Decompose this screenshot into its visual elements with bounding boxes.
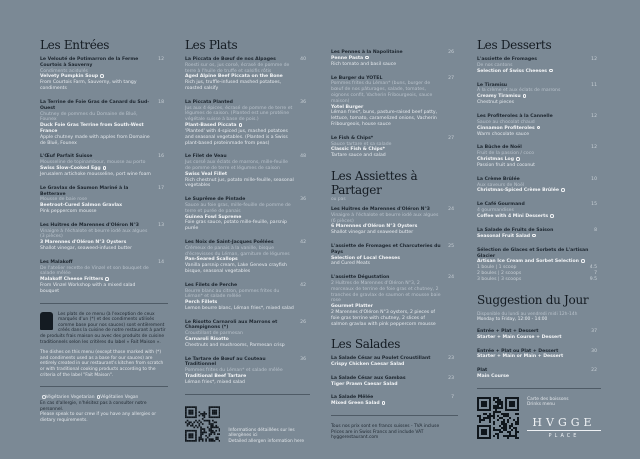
price: 24 [448,275,454,281]
hours-line: Monday to Friday, 12:00 - 14:00 [477,317,548,323]
section-heading: Les Desserts [477,38,552,52]
dish-description-fr: Pommes frites du Léman* et salade mêlée [185,368,283,374]
dish-description-en: Passion fruit and coconut [477,162,535,168]
price: 23 [448,375,454,381]
dish-name-en-text: Selection of Swiss Cheeses [477,68,548,74]
dish-name-en [477,69,585,75]
menu-item [40,100,168,146]
dish-description-fr: Roesti sur os, jus corsé, écrasé de pomme de terre à l'huile de truffe et salsifis rôtis [185,62,290,74]
dish-name-fr-text: Le Risotto Carnaroli aux Marrons et Champignons (*) [185,319,278,331]
dish-name-fr-text: Le Velouté de Potimarron de la Ferme Courtois à Sauverny [40,57,139,68]
dish-description-fr: De nos cantons [477,62,513,68]
price: 13 [158,222,164,228]
allergy-note-fr: En cas d'allergie, n'hésitez pas à consulter notre personnel. [40,401,147,412]
dish-name-fr-text: Sélection de Glaces et Sorbets de L'artisan Glacier [477,247,589,259]
price: 36 [300,99,306,105]
vegetarian-icon [103,166,107,170]
dish-description-fr: Sauce tartare et sa salade [331,141,392,147]
price: 40 [300,57,306,62]
dish-name-en-text: Guinea Fowl Supreme [185,214,242,220]
section-heading: Suggestion du Jour [477,292,589,307]
dish-description-en: Lemon beurre blanc, Léman fries*, mixed salad [185,305,294,311]
logo-wordmark: HVGGE [527,416,601,431]
menu-item [185,283,310,312]
price: 37 [591,328,597,334]
dish-description-fr: Beurre blanc au citron, pommes frites du Léman* et salade mêlée [185,288,280,300]
dish-name-en-text: Starter + Main Course + Dessert [477,334,562,340]
dish-name-fr-text: La Bûche de Noël [477,145,522,151]
dish-name-fr-text: Les Filets de Perche [185,282,238,288]
fait-maison-note [40,312,168,379]
price: 25 [448,243,454,249]
dish-name-en-text: Main Course [477,373,510,379]
dish-name-fr-text: Entrée + Plat ou Plat + Dessert [477,348,559,354]
hvgge-logo [527,416,601,439]
dish-name-en-text: Seasonal Fruit Salad [477,233,531,239]
vegan-icon [100,74,104,78]
menu-item [331,50,458,68]
dish-description-fr: Crémeux de panais à la vanille, bisque d'écrevisses du Léman, garniture de légumes [185,245,290,257]
fait-maison-logo [40,312,53,330]
menu-item [331,395,458,407]
dish-name-en-text: Traditional Beef Tartare [185,374,247,380]
price: 30 [591,348,597,354]
menu-item [477,248,601,283]
menu-item [185,197,310,232]
scoop-label: 2 boules | 2 scoops [477,271,522,277]
price: 22 [591,368,597,374]
dish-name-en-text: Aged Alpine Beef Piccata on the Bone [185,74,283,80]
price: 27 [448,75,454,81]
dish-name-en-text: Perch Fillets [185,300,218,306]
drinks-qr [477,397,601,439]
column-plats [185,36,310,445]
menu-item [331,76,458,128]
dish-name-en-text: Malakoff Cheese Fritters [40,277,104,283]
price-footer-line: hyggerestaurant.com [331,435,379,441]
menu-item [477,145,601,168]
price: 12 [591,113,597,119]
drinks-block [527,397,601,439]
dish-name-en-text: 6 Marennes d'Oléron N°3 Oysters [331,224,418,230]
dish-name-fr-text: La Crème Brûlée [477,176,520,182]
dish-name-en [331,382,442,388]
dish-description-en: From Courtois Farm, Sauverny, with tangy condiments [40,80,137,92]
menu-item [477,202,601,220]
vegan-icon [532,234,536,238]
dish-description-en: Léman fries*, buns, pasture-raised beef patty, lettuce, tomato, caramelized onions, Vacherin Fribourgeois, house sauce [331,110,438,127]
dish-name-en-text: Yotel Burger [331,104,364,110]
vegetarian-icon [365,56,369,60]
dish-name-fr-text: L'assiette de Fromages et Charcuteries du Pays [331,243,441,255]
dish-name-en-text: Creamy Tiramisu [477,94,521,100]
menu-item [331,275,458,327]
menu-item [477,177,601,195]
scoop-option [477,277,601,283]
vegetarian-icon [537,126,541,130]
dish-description-en: Shallot vinegar and seaweed butter [331,230,414,236]
dish-name-fr [40,223,152,229]
qr-code[interactable] [477,397,519,439]
dish-description-en: Foie gras sauce, potato mille-feuille, parsnip purée [185,220,287,232]
menu-item [185,240,310,275]
drinks-menu-en: Drinks menu [527,402,555,408]
allergen-info-en: Detailed allergen information here [228,439,305,445]
scoop-price: 9.5 [589,276,597,282]
dish-description-fr: Jus aux 4 épices, écrasé de pomme de terre et légumes de saison. (Planted est une protéine végétale suisse à base de pois.) [185,105,293,123]
dish-description-fr: Aux saveurs de Noël [477,182,525,188]
menu-item [331,136,458,159]
dish-name-fr-text: Le Tiramisu [477,82,508,88]
dish-description-en: Rich chestnut jus, potato mille-feuille, seasonal vegetables [185,177,294,189]
hours-line: Disponible du lundi au vendredi midi 12h-14h [477,311,578,317]
menu-item [185,320,310,349]
menu-item [331,356,458,368]
dish-name-en-text: Gourmet Platter [331,304,373,310]
dish-description-fr: À la crème et aux éclats de marrons [477,88,561,94]
price: 12 [591,57,597,62]
dish-description-en: and Cured Meats [331,261,371,267]
dish-name-fr [477,248,601,260]
section-heading: Les Assiettes à Partager [331,168,418,197]
section-heading: Les Entrées [40,38,110,52]
menu-item [40,223,168,252]
price: 26 [448,50,454,55]
dish-name-fr-text: La Salade Mêlée [331,395,374,401]
dish-name-en-text: Classic Fish & Chips* [331,147,385,153]
vegan-label: Végétalien Vegan [100,395,139,401]
dish-name-en-text: Cinnamon Profiteroles [477,125,535,131]
dish-description-fr: Condiments acidulés [40,68,88,74]
dish-name-en-text: Carnaroli Risotto [185,337,229,343]
dish-description-en: Shallot vinegar, seaweed-infused butter [40,245,133,251]
dish-description-fr: Sauce au chocolat chaud [477,119,535,125]
vegetarian-icon [561,188,565,192]
price: 17 [158,185,164,191]
dish-name-fr-text: Les Profiteroles à la Cannelle [477,113,553,119]
menu-item [331,376,458,388]
dish-description-en: Warm chocolate sauce [477,131,530,137]
dish-name-fr-text: Les Pennes à la Napolitaine [331,50,403,55]
price-footer-line: Tous nos prix sont en francs suisses - TVA incluse [331,424,440,430]
dish-name-en-text: Coffee with 4 Mini Desserts [477,214,549,220]
dish-name-fr-text: Le Tartare de Bœuf au Couteau Traditionnel [185,356,266,368]
price: 16 [158,154,164,160]
dish-name-fr-text: Le Fish & Chips* [331,135,374,141]
section-subtitle: ou pas [331,196,346,202]
allergen-info-fr: Informations détaillées sur les allergènes ici [228,427,295,439]
suggestion-hours [477,312,601,323]
dish-description-fr: De l'atelier recette de Vinzel et son bouquet de salade mêlée [40,265,149,277]
dish-description-en: Chestnuts and mushrooms, Parmesan crisp [185,342,285,348]
scoop-price: 7 [594,271,597,277]
menu-item [40,260,168,295]
allergen-qr-text [228,428,310,445]
dish-name-fr-text: La Terrine de Foie Gras de Canard du Sud-Ouest [40,99,150,111]
dish-name-en [477,374,585,380]
dish-name-fr-text: Les Huîtres de Marennes d'Oléron N°3 [331,206,430,212]
vegetarian-label: Végétarien Vegetarian [45,395,95,401]
dish-name-fr [185,357,294,369]
dish-name-fr-text: L'Œuf Parfait Suisse [40,154,93,160]
section-heading: Les Plats [185,38,238,52]
dish-description-fr: Jus corsé aux éclats de marrons, mille-feuille de pomme de terre et légumes de saison [185,160,288,171]
dish-description-fr: Chutney de pommes du Domaine de Bluë, Founex [40,111,138,123]
price: 12 [591,145,597,151]
dish-name-fr [331,244,442,256]
dish-name-fr-text: L'assiette Dégustation [331,275,390,281]
vegetarian-icon [581,259,585,263]
allergen-qr [185,403,310,445]
price: 42 [300,282,306,288]
logo-subtitle: PLACE [548,432,580,439]
dish-description-fr: Mousseline de topinambour, mousse au porto [40,160,146,166]
dish-name-en-text: Christmas-Spiced Crème Brûlée [477,188,559,194]
column-entrees [40,36,168,423]
dish-description-fr: 2 Huîtres de Marennes d'Oléron N°3, 2 morceaux de terrine de foie gras et chutney, 2 tranches de gravlax de saumon et mousse baie rose [331,280,441,304]
menu-item [185,57,310,92]
dish-name-en [477,188,585,194]
vegan-icon [239,123,243,127]
dish-description-en: Apple chutney made with apples from Domaine de Bluë, Founex [40,134,150,146]
dish-name-fr-text: La Salade César au Poulet Croustillant [331,356,431,362]
menu-item [331,244,458,267]
diet-legend [40,395,168,423]
dish-name-en [477,335,585,341]
dish-name-en-text: Beetroot-Cured Salmon Gravlax [40,203,123,209]
price: 12 [158,57,164,62]
column-mains-sharing-salads [331,50,458,441]
price: 24 [448,206,454,212]
price: 8 [594,227,597,233]
menu-item [477,83,601,106]
scoop-price: 4.5 [589,265,597,271]
column-desserts-suggestion [477,36,601,439]
dish-name-fr-text: Le Burger du YOTEL [331,75,383,81]
vegetarian-icon [523,94,527,98]
dish-description-fr: 4 gourmandises [477,208,514,214]
dish-description-en: Léman fries*, mixed salad [185,379,245,385]
dish-description-en: Vanilla parsnip cream, Lake Geneva crayfish bisque, seasonal vegetables [185,263,287,274]
dish-name-en-text: 3 Marennes d'Oléron N°3 Oysters [40,240,127,246]
dish-name-en-text: Plant-Based Piccata [185,123,237,129]
menu-item [185,154,310,189]
scoop-label: 1 boule | 1 scoop [477,265,517,271]
vegetarian-icon [549,69,553,73]
menu-item [477,228,601,240]
dish-name-fr [185,320,294,332]
dish-description-fr: Fruit de la passion / coco [477,151,535,157]
divider [477,388,601,389]
price: 18 [158,99,164,105]
dish-name-en [477,214,585,220]
fait-maison-text-fr: Les plats de ce menu (à l'exception de ceux marqués d'un (*) et des condiments utilisés comme base pour nos sauces) sont entièrement créés dans la cuisine de notre restaurant à partir de produits frais maison ou avec des produits de cuisine traditionnels selon les critères du label « Fait Maison ». [40,311,166,345]
fait-maison-text-en: The dishes on this menu (except those marked with (*) and condiments used as a base for our sauces) are entirely created in our restaurant's kitchen from scratch or with traditional cooking products according to the criteria of the label "Fait Maison". [40,350,164,378]
dish-name-en [477,354,585,360]
section-heading: Les Salades [331,337,401,352]
dish-name-en-text: Crispy Chicken Caesar Salad [331,362,405,368]
dish-name-en-text: Pan-Seared Scallops [185,257,238,263]
dish-description-en: Chestnut pieces [477,100,514,106]
price: 15 [591,202,597,208]
menu-item [477,57,601,75]
price-footer-line: Prices are in Swiss Francs and include VAT [331,429,424,435]
dish-name-fr [40,57,152,69]
dish-description-fr: Mousse de baie rose [40,197,88,203]
dish-name-fr-text: Les Huîtres de Marennes d'Oléron N°3 [40,222,139,228]
vegetarian-icon [105,277,109,281]
dish-name-en-text: Velvety Pumpkin Soup [40,74,99,80]
dish-description-en: Jerusalem artichoke mousseline, port wine foam [40,171,151,177]
qr-code[interactable] [185,403,220,445]
dish-description-en: Rich jus, truffle-infused mashed potatoes, roasted salsify [185,80,282,91]
menu-item [477,114,601,137]
price: 26 [300,319,306,325]
dish-name-fr-text: Les Malakoff [40,259,73,265]
dish-name-en-text: Tiger Prawn Caesar Salad [331,381,398,387]
dish-description-en: 2 Marennes d'Oléron N°3 oysters, 2 pieces of foie gras terrine with chutney, 2 slices of salmon gravlax with pink peppercorn mousse [331,309,436,327]
dish-description-en: Pink peppercorn mousse [40,208,97,214]
price: 48 [300,154,306,160]
dish-name-en-text: Duck Foie Gras Terrine from South-West France [40,123,144,134]
dish-name-en [40,123,152,135]
price: 36 [300,356,306,362]
dish-name-en [331,401,442,407]
dish-description-en: 'Planted' with 4-spiced jus, mashed potatoes and seasonal vegetables. (Planted is a Swiss plant-based proteinmade from peas) [185,128,288,146]
menu-item [40,57,168,92]
dish-description-fr: Sauce au foie gras, mille-feuille de pomme de terre et purée de panais [185,202,291,214]
dish-name-fr [331,207,442,213]
dish-description-en: From Vinzel Workshop with a mixed salad bouquet [40,283,136,294]
dish-name-en-text: Mixed Green Salad [331,401,380,407]
divider [40,386,168,387]
dish-description-fr: Vinaigre à l'échalote et beurre iodé aux algues (6 pièces) [331,212,439,224]
dish-name-fr-text: Le Café Gourmand [477,202,525,208]
menu-item [331,207,458,236]
vegan-icon [382,401,386,405]
dish-name-fr-text: Le Gravlax de Saumon Mariné à la Betterave [40,185,129,197]
allergy-note-en: Please speak to our crew if you have any allergies or dietary requirements. [40,412,157,423]
menu-item [40,186,168,215]
dish-name-fr-text: La Salade de Fruits de Saison [477,227,554,233]
dish-name-en-text: Penne Pasta [331,56,364,61]
price: 11 [591,82,597,88]
dish-name-en [331,362,442,368]
dish-name-fr [40,100,152,112]
price: 27 [448,135,454,141]
dish-name-fr-text: Les Noix de Saint-Jacques Poêlées [185,239,274,245]
menu-item [185,357,310,386]
dish-name-fr-text: Entrée + Plat + Dessert [477,328,539,334]
dish-name-en-text: Selection of Local Cheeses [331,255,400,261]
dish-name-fr [40,186,152,198]
menu-item [40,154,168,177]
dish-name-fr-text: L'assiette de Fromages [477,57,537,62]
menu-item [477,349,601,361]
divider [185,394,310,395]
menu-item [477,329,601,341]
dish-name-en-text: Starter + Main or Main + Dessert [477,354,564,360]
menu-item [477,368,601,380]
price: 42 [300,239,306,245]
dish-name-en [477,234,585,240]
dish-name-fr-text: Plat [477,368,488,374]
dish-description-fr: Croustillant de parmesan [185,331,243,337]
dish-description-en: Rich tomato and basil sauce [331,61,397,67]
dish-name-fr-text: La Piccata de Bœuf de nos Alpages [185,57,276,62]
dish-description-fr: Vinaigre à l'échalote et beurre iodé aux algues (3 pièces) [40,228,148,240]
drinks-menu-fr: Carte des boissons [527,396,569,402]
divider [331,415,458,416]
scoop-label: 3 boules | 3 scoops [477,276,522,282]
dish-name-fr-text: La Salade César aux Gambas [331,375,406,381]
dish-description-en: Tartare sauce and salad [331,153,386,159]
dish-name-fr-text: Le Suprême de Pintade [185,197,246,203]
dish-name-fr-text: La Piccata Planted [185,99,233,105]
vegetarian-icon [516,157,520,161]
dish-name-en-text: Christmas Log [477,157,515,163]
dish-name-fr-text: Le Filet de Veau [185,154,227,160]
price: 7 [451,395,454,401]
price: 36 [300,197,306,203]
dish-name-en-text: Artisan Ice Cream and Sorbet Selection [477,259,579,265]
price: 23 [448,356,454,362]
vegetarian-icon [550,214,554,218]
dish-name-en-text: Swiss Slow-Cooked Egg [40,166,101,172]
price: 14 [158,259,164,265]
dish-name-en-text: Swiss Veal Fillet [185,171,228,177]
price: 10 [591,176,597,182]
divider [40,303,168,304]
dish-description-fr: Pommes frites du Léman* (buns, burger de bœuf de nos pâturages, salade, tomates, oignons confit, Vacherin Fribourgeois, sauce maison) [331,81,433,104]
menu-item [185,100,310,147]
